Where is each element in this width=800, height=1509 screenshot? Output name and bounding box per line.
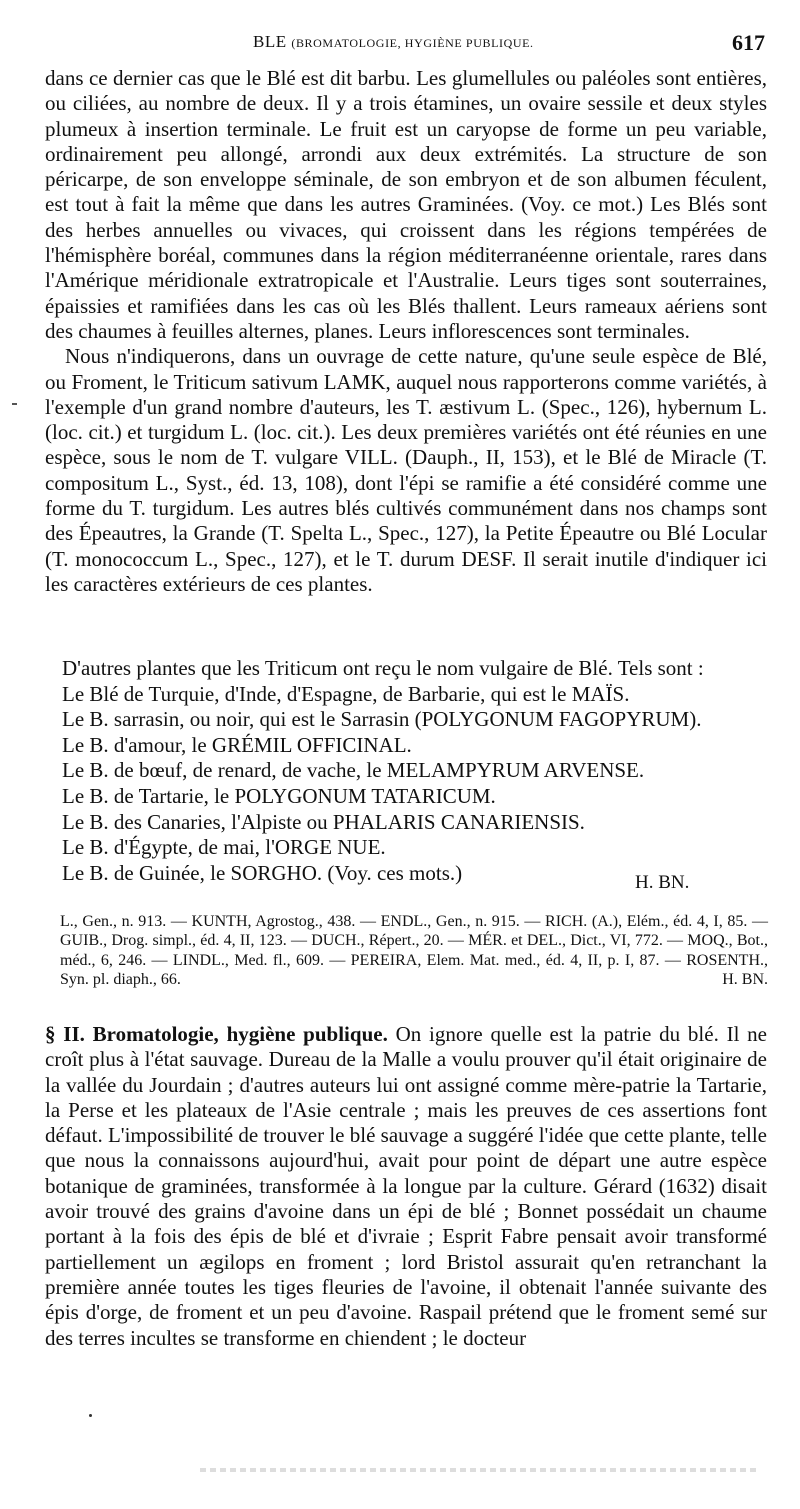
running-title [253,32,534,52]
list-signature: H. BN. [635,872,690,893]
running-title-main: BLE [253,32,287,51]
section-ii [45,1022,767,1351]
section-heading: § II. Bromatologie, hygiène publique. [45,1022,388,1046]
vernacular-names-list [62,656,767,886]
bibliography-signature: H. BN. [722,971,768,989]
bibliography-text: L., Gen., n. 913. — KUNTH, Agrostog., 438. — ENDL., Gen., n. 915. — RICH. (A.), Elém., éd. 4, I, 85. — GUIB., Drog. simpl., éd. 4, II, 123. — DUCH., Répert., 20. — MÉR. et DEL., Dict., VI, 772. — MOQ., Bot., méd., 6, 246. — LINDL., Med. fl., 609. — PEREIRA, Elem. Mat. med., éd. 4, II, p. I, 87. — ROSENTH., Syn. pl. diaph., 66. [60,913,768,989]
bleed-through-line [200,1468,760,1472]
list-item: Le B. de Guinée, le SORGHO. (Voy. ces mots.) [62,860,463,885]
main-text [45,66,767,597]
list-item: Le B. de Tartarie, le POLYGONUM TATARICUM. [62,783,496,808]
list-intro: D'autres plantes que les Triticum ont reçu le nom vulgaire de Blé. Tels sont : [62,656,704,680]
list-item: Le B. sarrasin, ou noir, qui est le Sarrasin (POLYGONUM FAGOPYRUM). [62,707,702,732]
bibliography [60,912,768,990]
running-title-subtitle: (BROMATOLOGIE, HYGIÈNE PUBLIQUE. [291,36,534,50]
list-item: Le B. d'Égypte, de mai, l'ORGE NUE. [62,835,386,860]
margin-mark [12,403,17,405]
list-item: Le Blé de Turquie, d'Inde, d'Espagne, de Barbarie, qui est le MAÏS. [62,681,630,706]
paragraph-2: Nous n'indiquerons, dans un ouvrage de cette nature, qu'une seule espèce de Blé, ou Froment, le Triticum sativum LAMK, auquel nous rapporterons comme variétés, à l'exemple d'un grand nombre d'auteurs, les T. æstivum L. (Spec., 126), hybernum L. (loc. cit.) et turgidum L. (loc. cit.). Les deux premières variétés ont été réunies en une espèce, sous le nom de T. vulgare VILL. (Dauph., II, 153), et le Blé de Miracle (T. compositum L., Syst., éd. 13, 108), dont l'épi se ramifie a été considéré comme une forme du T. turgidum. Les autres blés cultivés communément dans nos champs sont des Épeautres, la Grande (T. Spelta L., Spec., 127), la Petite Épeautre ou Blé Locular (T. monococcum L., Spec., 127), et le T. durum DESF. Il serait inutile d'indiquer ici les caractères extérieurs de ces plantes. [45,344,767,596]
page-number: 617 [732,30,765,55]
page-header [0,28,800,58]
list-item: Le B. d'amour, le GRÉMIL OFFICINAL. [62,732,412,757]
page-speck [89,1414,92,1417]
section-text: On ignore quelle est la patrie du blé. Il ne croît plus à l'état sauvage. Dureau de la Malle a voulu prouver qu'il était originaire de la vallée du Jourdain ; d'autres auteurs lui ont assigné comme mère-patrie la Tartarie, la Perse et les plateaux de l'Asie centrale ; mais les preuves de ces assertions font défaut. L'impossibilité de trouver le blé sauvage a suggéré l'idée que cette plante, telle que nous la connaissons aujourd'hui, avait pour point de départ une autre espèce botanique de graminées, transformée à la longue par la culture. Gérard (1632) disait avoir trouvé des grains d'avoine dans un épi de blé ; Bonnet possédait un chaume portant à la fois des épis de blé et d'ivraie ; Esprit Fabre pensait avoir transformé partiellement un ægilops en froment ; lord Bristol assurait qu'en retranchant la première année toutes les tiges fleuries de l'avoine, il obtenait l'année suivante des épis d'orge, de froment et un peu d'avoine. Raspail prétend que le froment semé sur des terres incultes se transforme en chiendent ; le docteur [45,1022,768,1350]
list-item: Le B. des Canaries, l'Alpiste ou PHALARIS CANARIENSIS. [62,809,585,834]
paragraph-1: dans ce dernier cas que le Blé est dit barbu. Les glumellules ou paléoles sont entières, ou ciliées, au nombre de deux. Il y a trois étamines, un ovaire sessile et deux styles plumeux à insertion terminale. Le fruit est un caryopse de forme un peu variable, ordinairement peu allongé, arrondi aux deux extrémités. La structure de son péricarpe, de son enveloppe séminale, de son embryon et de son albumen féculent, est tout à fait la même que dans les autres Graminées. (Voy. ce mot.) Les Blés sont des herbes annuelles ou vivaces, qui croissent dans les régions tempérées de l'hémisphère boréal, communes dans la région méditerranéenne orientale, rares dans l'Amérique méridionale extratropicale et l'Australie. Leurs tiges sont souterraines, épaissies et ramifiées dans les cas où les Blés thallent. Leurs rameaux aériens sont des chaumes à feuilles alternes, planes. Leurs inflorescences sont terminales. [45,66,767,343]
list-item: Le B. de bœuf, de renard, de vache, le MELAMPYRUM ARVENSE. [62,758,645,783]
